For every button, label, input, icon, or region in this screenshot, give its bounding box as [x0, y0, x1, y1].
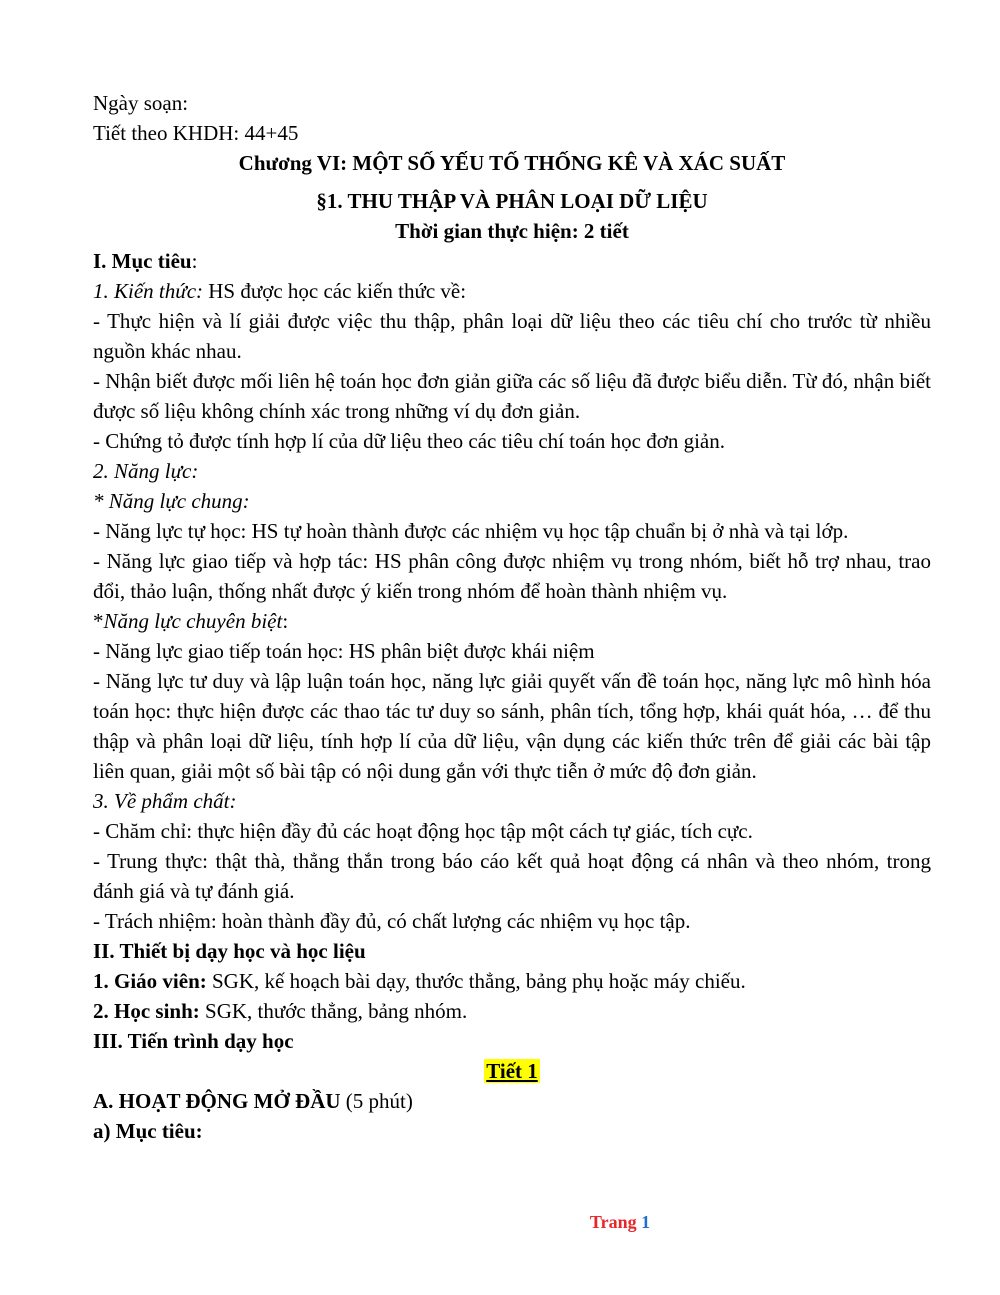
specific-colon: :	[282, 609, 289, 633]
objective-heading: a) Mục tiêu:	[93, 1119, 203, 1143]
teacher-text: SGK, kế hoạch bài dạy, thước thẳng, bảng phụ hoặc máy chiếu.	[206, 969, 746, 993]
period-1-title	[93, 1056, 931, 1086]
quality-item: - Trách nhiệm: hoàn thành đầy đủ, có chất lượng các nhiệm vụ học tập.	[93, 909, 691, 933]
section-1-heading-text: I. Mục tiêu	[93, 249, 192, 273]
date-label: Ngày soạn:	[93, 91, 189, 115]
activity-title: A. HOẠT ĐỘNG MỞ ĐẦU	[93, 1089, 341, 1113]
quality-heading: 3. Về phẩm chất:	[93, 789, 237, 813]
general-competence-item: - Năng lực giao tiếp và hợp tác: HS phân công được nhiệm vụ trong nhóm, biết hỗ trợ nhau, trao đổi, thảo luận, thống nhất được ý kiến trong nhóm để hoàn thành nhiệm vụ.	[93, 549, 931, 603]
quality-item: - Trung thực: thật thà, thẳng thắn trong báo cáo kết quả hoạt động cá nhân và theo nhóm, trong đánh giá và tự đánh giá.	[93, 849, 931, 903]
specific-competence-item: - Năng lực tư duy và lập luận toán học, năng lực giải quyết vấn đề toán học, năng lực mô hình hóa toán học: thực hiện được các thao tác tư duy so sánh, phân tích, tổng hợp, khái quát hóa, … để thu thập và phân loại dữ liệu, tính hợp lí của dữ liệu, vận dụng các kiến thức trên để giải các bài tập liên quan, giải một số bài tập có nội dung gắn với thực tiễn ở mức độ đơn giản.	[93, 669, 931, 783]
knowledge-heading	[93, 276, 931, 306]
general-competence-heading: * Năng lực chung:	[93, 489, 250, 513]
section-1-heading	[93, 246, 931, 276]
period-label: Tiết theo KHDH: 44+45	[93, 121, 299, 145]
knowledge-item: - Thực hiện và lí giải được việc thu thập, phân loại dữ liệu theo các tiêu chí cho trước từ nhiều nguồn khác nhau.	[93, 309, 931, 363]
section-1-heading-colon: :	[191, 249, 198, 273]
lesson-title: §1. THU THẬP VÀ PHÂN LOẠI DỮ LIỆU	[316, 189, 708, 213]
specific-label: Năng lực chuyên biệt	[103, 609, 283, 633]
period-highlight: Tiết 1	[486, 1059, 538, 1083]
specific-competence-heading	[93, 606, 931, 636]
knowledge-item: - Nhận biết được mối liên hệ toán học đơn giản giữa các số liệu đã được biểu diễn. Từ đó, nhận biết được số liệu không chính xác trong những ví dụ đơn giản.	[93, 369, 931, 423]
page-footer	[0, 1212, 1000, 1233]
lesson-duration: Thời gian thực hiện: 2 tiết	[395, 219, 629, 243]
document-page	[93, 88, 931, 1146]
specific-star: *	[93, 609, 104, 633]
teacher-label: 1. Giáo viên:	[93, 969, 207, 993]
section-3-heading: III. Tiến trình dạy học	[93, 1029, 294, 1053]
knowledge-item: - Chứng tỏ được tính hợp lí của dữ liệu theo các tiêu chí toán học đơn giản.	[93, 429, 725, 453]
student-label: 2. Học sinh:	[93, 999, 200, 1023]
page-number: 1	[641, 1212, 651, 1232]
specific-competence-item: - Năng lực giao tiếp toán học: HS phân biệt được khái niệm	[93, 639, 595, 663]
general-competence-item: - Năng lực tự học: HS tự hoàn thành được các nhiệm vụ học tập chuẩn bị ở nhà và tại lớp.	[93, 519, 849, 543]
student-equipment	[93, 996, 931, 1026]
activity-duration: (5 phút)	[340, 1089, 413, 1113]
chapter-title: Chương VI: MỘT SỐ YẾU TỐ THỐNG KÊ VÀ XÁC SUẤT	[238, 151, 786, 175]
quality-item: - Chăm chỉ: thực hiện đầy đủ các hoạt động học tập một cách tự giác, tích cực.	[93, 819, 753, 843]
page-label: Trang	[589, 1212, 642, 1232]
knowledge-intro: HS được học các kiến thức về:	[203, 279, 467, 303]
knowledge-label: 1. Kiến thức:	[93, 279, 204, 303]
competence-heading: 2. Năng lực:	[93, 459, 199, 483]
activity-heading	[93, 1086, 931, 1116]
section-2-heading: II. Thiết bị dạy học và học liệu	[93, 939, 366, 963]
teacher-equipment	[93, 966, 931, 996]
student-text: SGK, thước thẳng, bảng nhóm.	[199, 999, 468, 1023]
